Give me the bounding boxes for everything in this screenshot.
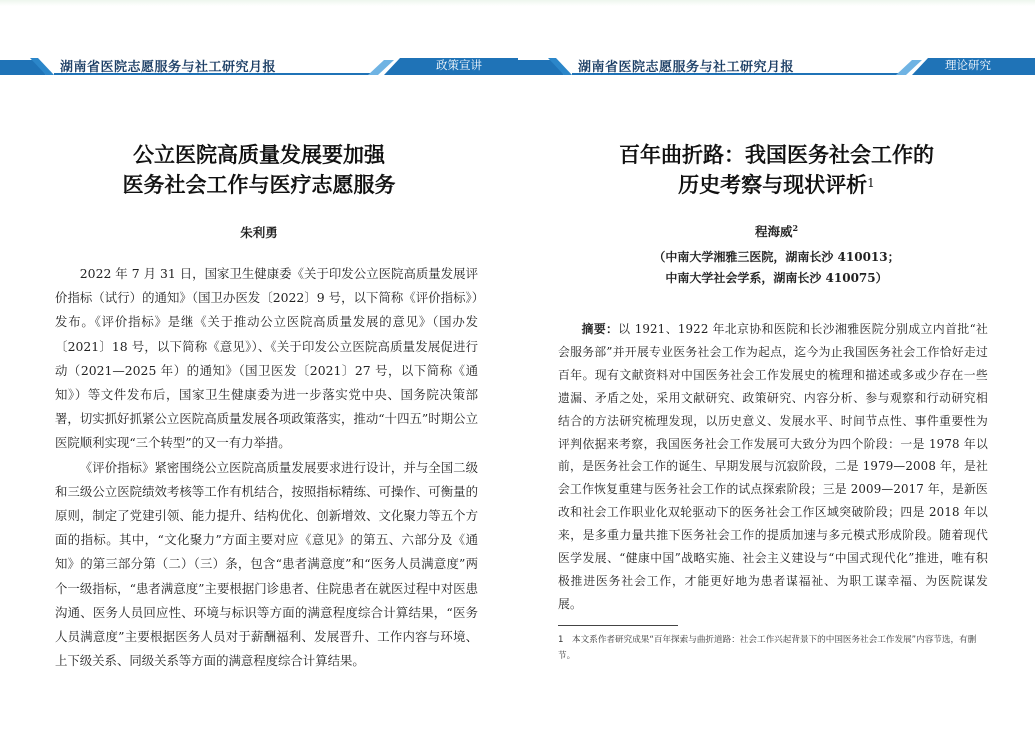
left-page-header <box>0 54 518 76</box>
article-title <box>518 140 1035 200</box>
author-name <box>518 222 1035 240</box>
author-footnote-marker: 2 <box>792 222 799 233</box>
affiliation-line: （中南大学湘雅三医院，湖南长沙 410013； <box>653 250 900 264</box>
title-footnote-marker: 1 <box>867 176 875 190</box>
affiliation-line: 中南大学社会学系，湖南长沙 410075） <box>665 271 888 285</box>
abstract-text: 以 1921、1922 年北京协和医院和长沙湘雅医院分别成立内首批“社会服务部”并开展专业医务社会工作为起点，迄今为止我国医务社会工作恰好走过百年。现有文献资料对中国医务社会工作发展史的梳理和描述或多或少存在一些遗漏、矛盾之处，采用文献研究、政策研究、内容分析、参与观察和行动研究相结合的方法研究梳理发现，以历史意义、发展水平、时间节点性、事件重要性为评判依据来考察，我国医务社会工作发展可大致分为四个阶段：一是 1978 年以前，是医务社会工作的诞生、早期发展与沉寂阶段，二是 1979—2008 年，是社会工作恢复重建与医务社会工作的试点探索阶段；三是 2009—2017 年，是新医改和社会工作职业化双轮驱动下的医务社会工作区域突破阶段；四是 2018 年以来，是多重力量共推下医务社会工作的提质加速与多元模式形成阶段。随着现代医学发展、“健康中国”战略实施、社会主义建设与“中国式现代化”推进，唯有积极推进医务社会工作，才能更好地为患者谋福祉、为职工谋幸福、为医院谋发展。 <box>558 322 988 611</box>
author-name: 朱利勇 <box>240 225 278 240</box>
article-title-line: 百年曲折路：我国医务社会工作的 <box>619 142 934 167</box>
article-title-line <box>518 170 1035 200</box>
body-paragraph: 《评价指标》紧密围绕公立医院高质量发展要求进行设计，并与全国二级和三级公立医院绩效考核等工作有机结合，按照指标精练、可操作、可衡量的原则，制定了党建引领、能力提升、结构优化、创新增效、文化聚力等五个方面的指标。其中，“文化聚力”方面主要对应《意见》的第五、六部分及《通知》的第三部分第（二）（三）条，包含“患者满意度”和“医务人员满意度”两个一级指标，“患者满意度”主要根据门诊患者、住院患者在就医过程中对医患沟通、医务人员回应性、环境与标识等方面的满意程度综合计算结果，“医务人员满意度”主要根据医务人员对于薪酬福利、发展晋升、工作内容与环境、上下级关系、同级关系等方面的满意程度综合计算结果。 <box>55 459 478 669</box>
article-title-line-text: 历史考察与现状评析 <box>678 172 868 197</box>
journal-name: 湖南省医院志愿服务与社工研究月报 <box>578 60 795 75</box>
article-title <box>0 140 518 200</box>
section-label: 政策宣讲 <box>436 58 482 72</box>
article-title-line: 公立医院高质量发展要加强 <box>133 142 385 167</box>
article-body <box>55 262 478 673</box>
section-label: 理论研究 <box>945 58 991 72</box>
body-paragraph: 2022 年 7 月 31 日，国家卫生健康委《关于印发公立医院高质量发展评价指标（试行）的通知》（国卫办医发〔2022〕9 号，以下简称《评价指标》）发布。《评价指标》是继《关于推动公立医院高质量发展的意见》（国办发〔2021〕18 号，以下简称《意见》）、《关于印发公立医院高质量发展促进行动（2021—2025 年）的通知》（国卫医发〔2021〕27 号，以下简称《通知》）等文件发布后，国家卫生健康委为进一步落实党中央、国务院决策部署，切实抓好抓紧公立医院高质量发展各项政策落实，推动“十四五”时期公立医院顺利实现“三个转型”的又一有力举措。 <box>55 266 478 451</box>
footnote-divider <box>558 625 678 626</box>
author-name-text: 程海威 <box>754 224 793 239</box>
footnote: 1 本文系作者研究成果“百年探索与曲折道路：社会工作兴起背景下的中国医务社会工作发展”内容节选，有删节。 <box>558 635 977 661</box>
right-page-header <box>518 54 1035 76</box>
journal-name: 湖南省医院志愿服务与社工研究月报 <box>60 60 277 75</box>
author-affiliation <box>518 247 1035 289</box>
article-abstract <box>558 318 988 616</box>
article-title-line: 医务社会工作与医疗志愿服务 <box>122 172 396 197</box>
abstract-label: 摘要： <box>581 322 619 336</box>
right-page <box>518 0 1035 731</box>
